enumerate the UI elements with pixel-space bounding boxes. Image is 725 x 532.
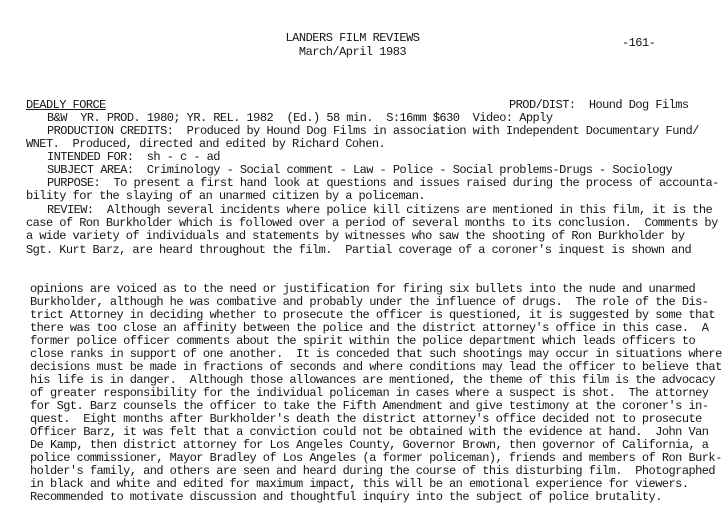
review-line: his life is in danger. Although those allowances are mentioned, the theme of this film is the advocacy: [30, 373, 716, 387]
review-line: WNET. Produced, directed and edited by Richard Cohen.: [26, 137, 386, 151]
review-line: opinions are voiced as to the need or justification for firing six bullets into the nude and unarmed: [30, 282, 696, 296]
review-line: Burkholder, although he was combative and probably under the influence of drugs. The role of the Dis-: [30, 295, 709, 309]
review-line: of greater responsibility for the individual policeman in cases where a suspect is shot. The attorney: [30, 386, 709, 400]
review-line: PURPOSE: To present a first hand look at questions and issues raised during the process of accounta-: [47, 176, 719, 190]
film-title: DEADLY FORCE: [26, 98, 106, 112]
review-line: close ranks in support of one another. It is conceded that such shootings may occur in situations where: [30, 347, 722, 361]
review-line: case of Ron Burkholder which is followed over a period of several months to its conclusion. Comments by: [26, 216, 718, 230]
publication-title: LANDERS FILM REVIEWS: [285, 31, 420, 45]
review-line: REVIEW: Although several incidents where police kill citizens are mentioned in this film, it is the: [47, 203, 713, 217]
issue-date: March/April 1983: [298, 45, 407, 59]
review-line: Recommended to motivate discussion and thoughtful inquiry into the subject of police brutality.: [30, 490, 662, 504]
distributor: PROD/DIST: Hound Dog Films: [509, 98, 689, 112]
review-line: PRODUCTION CREDITS: Produced by Hound Dog Films in association with Independent Documentary Fund/: [47, 124, 699, 138]
review-line: decisions must be made in fractions of seconds and where conditions may lead the officer to believe that: [30, 360, 722, 374]
review-line: De Kamp, then district attorney for Los Angeles County, Governor Brown, then governor of California, a: [30, 438, 709, 452]
review-line: quest. Eight months after Burkholder's death the district attorney's office decided not to prosecute: [30, 412, 702, 426]
review-line: SUBJECT AREA: Criminology - Social comment - Law - Police - Social problems-Drugs - Sociology: [47, 163, 673, 177]
review-line: Sgt. Kurt Barz, are heard throughout the film. Partial coverage of a coroner's inquest is shown and: [26, 243, 692, 257]
review-line: Officer Barz, it was felt that a conviction could not be obtained with the evidence at hand. John Van: [30, 425, 709, 439]
review-line: in black and white and edited for maximum impact, this will be an emotional experience for viewers.: [30, 477, 689, 491]
review-line: police commissioner, Mayor Bradley of Los Angeles (a former policeman), friends and members of Ron Burk-: [30, 451, 722, 465]
review-line: B&W YR. PROD. 1980; YR. REL. 1982 (Ed.) 58 min. S:16mm $630 Video: Apply: [47, 111, 553, 125]
review-line: INTENDED FOR: sh - c - ad: [47, 150, 220, 164]
review-line: bility for the slaying of an unarmed citizen by a policeman.: [26, 189, 426, 203]
review-line: a wide variety of individuals and statements by witnesses who saw the shooting of Ron Burkholder by: [26, 229, 685, 243]
page-number: -161-: [622, 36, 656, 50]
review-line: there was too close an affinity between the police and the district attorney's office in this case. A: [30, 321, 709, 335]
review-line: for Sgt. Barz counsels the officer to take the Fifth Amendment and give testimony at the coroner's in-: [30, 399, 709, 413]
review-line: holder's family, and others are seen and heard during the course of this disturbing film. Photographed: [30, 464, 716, 478]
review-line: former police officer comments about the spirit within the police department which leads officers to: [30, 334, 696, 348]
review-line: trict Attorney in deciding whether to prosecute the officer is questioned, it is suggested by some that: [30, 308, 716, 322]
